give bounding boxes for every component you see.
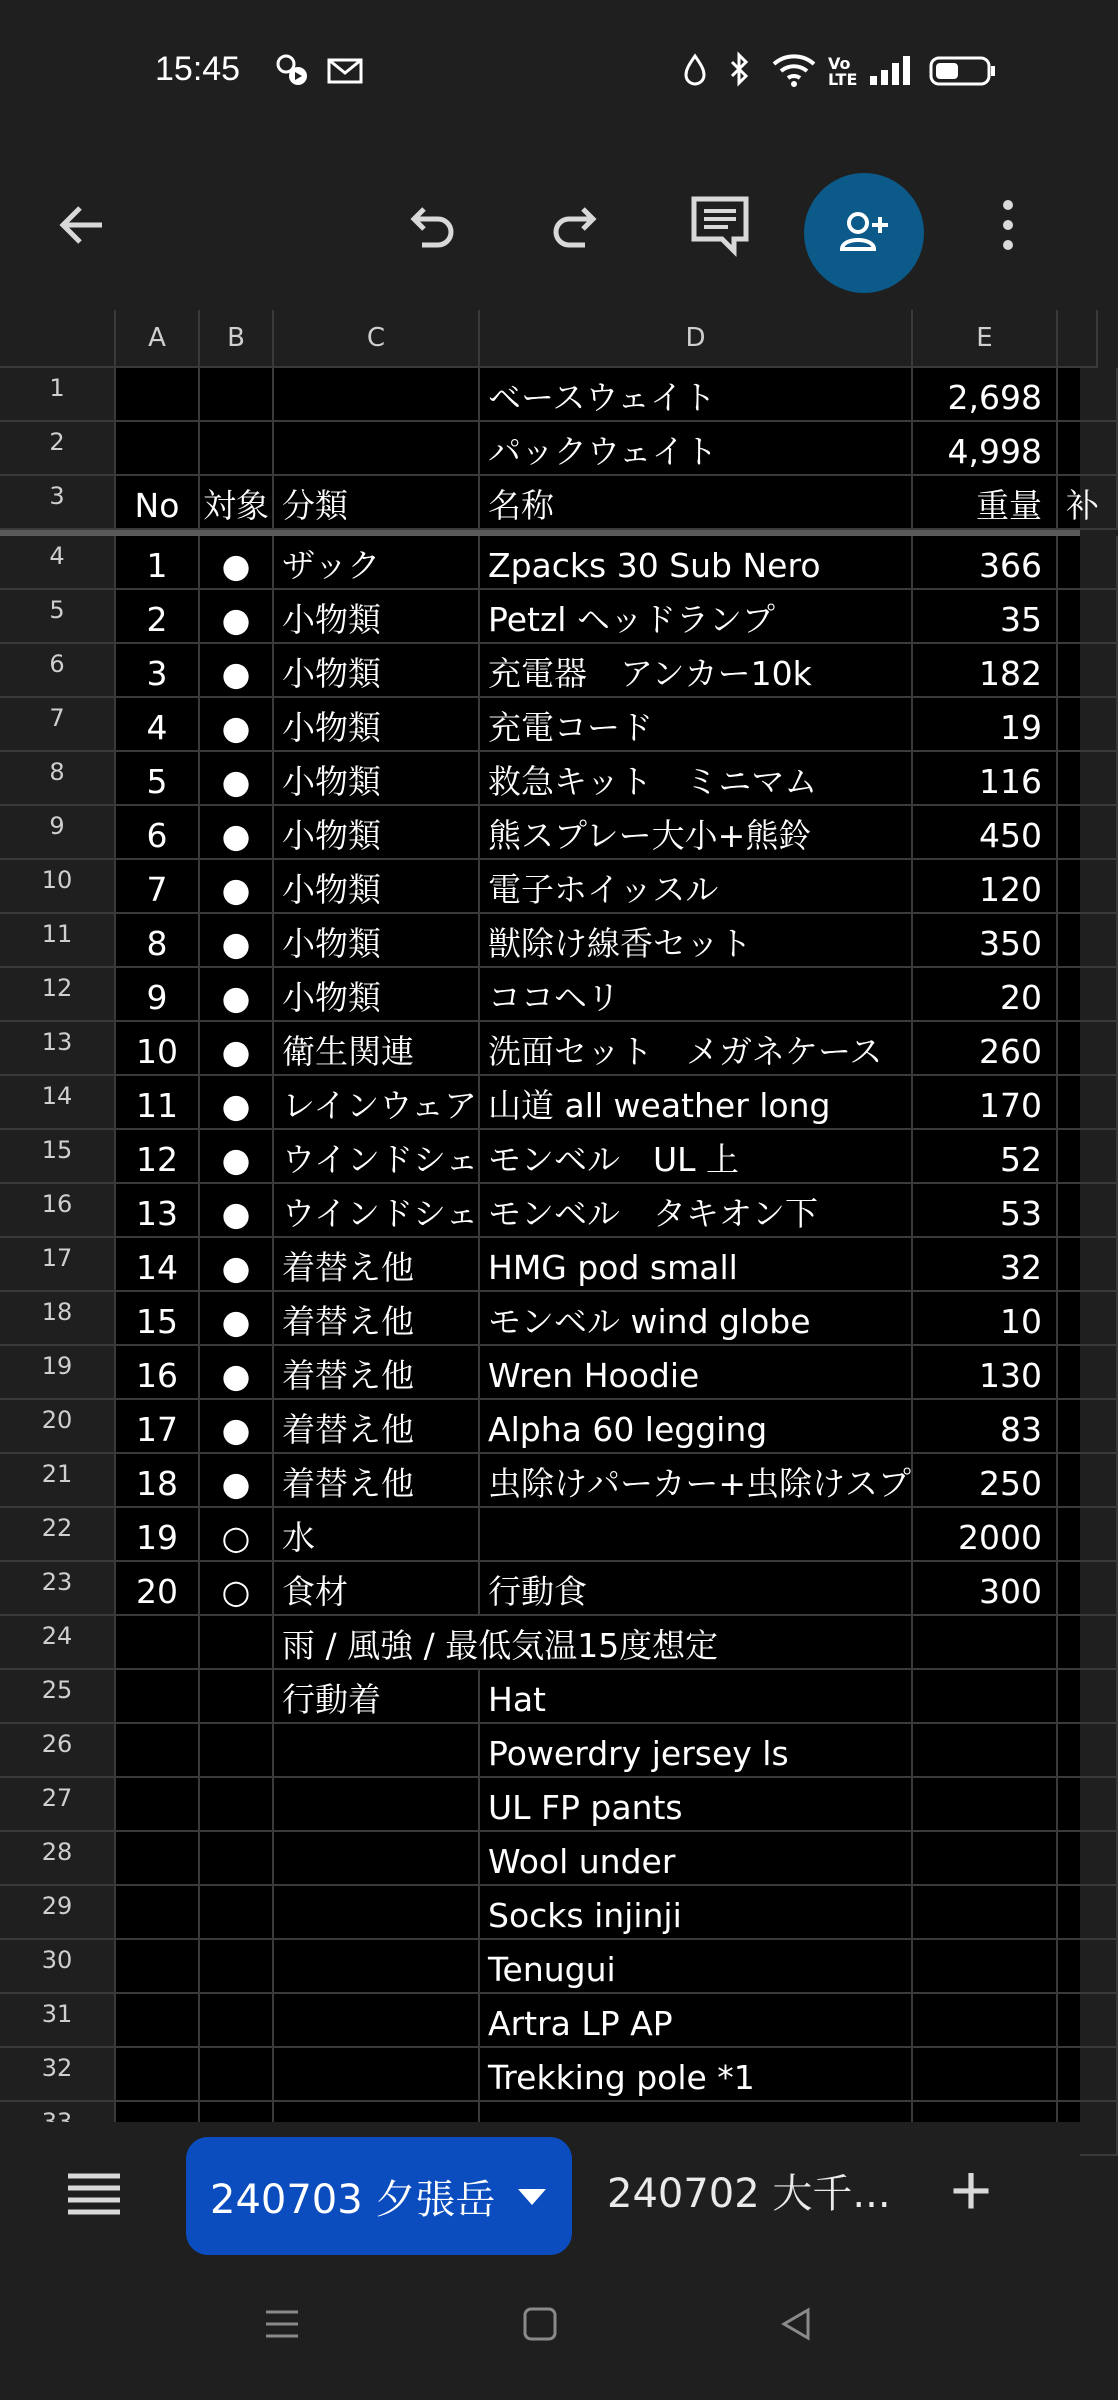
table-cell[interactable]: 52 — [913, 1130, 1058, 1184]
table-cell[interactable] — [913, 1616, 1058, 1670]
table-cell[interactable] — [1058, 1508, 1118, 1562]
header-cell[interactable]: 分類 — [274, 476, 480, 530]
table-cell[interactable]: ● — [200, 1292, 274, 1346]
sheet-list-icon — [62, 2166, 126, 2222]
table-cell[interactable] — [913, 1778, 1058, 1832]
table-cell[interactable]: モンベル UL 上 — [480, 1130, 913, 1184]
table-cell[interactable] — [1058, 698, 1118, 752]
row-header[interactable]: 12 — [0, 968, 116, 1022]
table-cell[interactable] — [116, 368, 200, 422]
table-cell[interactable]: ● — [200, 1130, 274, 1184]
redo-button[interactable] — [535, 185, 615, 265]
table-cell[interactable] — [1058, 590, 1118, 644]
row-header[interactable]: 22 — [0, 1508, 116, 1562]
row-header[interactable]: 27 — [0, 1778, 116, 1832]
table-cell[interactable] — [1058, 1400, 1118, 1454]
table-cell[interactable] — [116, 2048, 200, 2102]
row-header[interactable]: 3 — [0, 476, 116, 530]
table-cell[interactable] — [1058, 752, 1118, 806]
row-header[interactable]: 21 — [0, 1454, 116, 1508]
row-header[interactable]: 10 — [0, 860, 116, 914]
table-cell[interactable]: 32 — [913, 1238, 1058, 1292]
header-cell[interactable]: 重量 — [913, 476, 1058, 530]
table-cell[interactable]: ● — [200, 1076, 274, 1130]
table-cell[interactable]: ○ — [200, 1508, 274, 1562]
row-header[interactable]: 8 — [0, 752, 116, 806]
table-cell[interactable]: ● — [200, 1022, 274, 1076]
table-cell[interactable]: 電子ホイッスル — [480, 860, 913, 914]
table-cell[interactable]: 4 — [116, 698, 200, 752]
row-header[interactable]: 16 — [0, 1184, 116, 1238]
table-cell[interactable] — [274, 422, 480, 476]
table-cell[interactable]: 充電器 アンカー10k — [480, 644, 913, 698]
table-cell[interactable]: 洗面セット メガネケース — [480, 1022, 913, 1076]
table-cell[interactable]: 4,998 — [913, 422, 1058, 476]
table-cell[interactable]: 116 — [913, 752, 1058, 806]
column-header-a[interactable]: A — [116, 310, 200, 368]
table-cell[interactable]: 2 — [116, 590, 200, 644]
table-cell[interactable]: 20 — [116, 1562, 200, 1616]
table-cell[interactable]: 17 — [116, 1400, 200, 1454]
table-cell[interactable]: ベースウェイト — [480, 368, 913, 422]
table-cell[interactable]: Trekking pole *1 — [480, 2048, 913, 2102]
table-cell[interactable]: 450 — [913, 806, 1058, 860]
table-cell[interactable]: 250 — [913, 1454, 1058, 1508]
table-cell[interactable]: 53 — [913, 1184, 1058, 1238]
column-header-e[interactable]: E — [913, 310, 1058, 368]
data-saver-icon — [680, 50, 710, 101]
more-options-button[interactable] — [968, 185, 1048, 265]
table-cell[interactable] — [200, 1724, 274, 1778]
table-cell[interactable] — [200, 2048, 274, 2102]
table-cell[interactable] — [1058, 1832, 1118, 1886]
table-cell[interactable]: 182 — [913, 644, 1058, 698]
table-cell[interactable]: 12 — [116, 1130, 200, 1184]
table-cell[interactable] — [274, 368, 480, 422]
table-cell[interactable]: 着替え他 — [274, 1238, 480, 1292]
table-cell[interactable]: 15 — [116, 1292, 200, 1346]
table-cell[interactable]: 170 — [913, 1076, 1058, 1130]
signal-icon — [868, 50, 914, 101]
table-cell[interactable] — [480, 1508, 913, 1562]
table-cell[interactable]: UL FP pants — [480, 1778, 913, 1832]
table-cell[interactable] — [116, 1670, 200, 1724]
undo-button[interactable] — [392, 185, 472, 265]
table-cell[interactable] — [1058, 1346, 1118, 1400]
table-cell[interactable]: 雨 / 風強 / 最低気温15度想定 — [274, 1616, 480, 1670]
table-cell[interactable]: 20 — [913, 968, 1058, 1022]
table-cell[interactable]: Alpha 60 legging — [480, 1400, 913, 1454]
table-cell[interactable]: 救急キット ミニマム — [480, 752, 913, 806]
table-cell[interactable]: 300 — [913, 1562, 1058, 1616]
share-person-add-icon — [836, 205, 892, 261]
row-header[interactable]: 29 — [0, 1886, 116, 1940]
table-cell[interactable] — [200, 1832, 274, 1886]
table-cell[interactable]: Artra LP AP — [480, 1994, 913, 2048]
wifi-icon — [770, 50, 818, 101]
row-header[interactable]: 24 — [0, 1616, 116, 1670]
table-cell[interactable]: 83 — [913, 1400, 1058, 1454]
table-cell[interactable]: Socks injinji — [480, 1886, 913, 1940]
header-cell[interactable]: 名称 — [480, 476, 913, 530]
table-cell[interactable]: 充電コード — [480, 698, 913, 752]
table-cell[interactable] — [913, 1886, 1058, 1940]
table-cell[interactable] — [116, 1832, 200, 1886]
table-cell[interactable] — [1058, 1940, 1118, 1994]
table-cell[interactable] — [200, 368, 274, 422]
table-cell[interactable]: ○ — [200, 1562, 274, 1616]
table-cell[interactable] — [274, 1940, 480, 1994]
dropdown-triangle-icon[interactable] — [512, 2181, 552, 2211]
column-header-b[interactable]: B — [200, 310, 274, 368]
table-cell[interactable]: ● — [200, 590, 274, 644]
undo-icon — [402, 197, 462, 253]
row-header[interactable]: 11 — [0, 914, 116, 968]
comment-icon — [688, 193, 752, 257]
column-header-c[interactable]: C — [274, 310, 480, 368]
table-cell[interactable]: モンベル タキオン下 — [480, 1184, 913, 1238]
table-cell[interactable]: 着替え他 — [274, 1292, 480, 1346]
table-cell[interactable] — [913, 1940, 1058, 1994]
table-cell[interactable]: Powerdry jersey ls — [480, 1724, 913, 1778]
table-cell[interactable] — [1058, 1778, 1118, 1832]
table-cell[interactable]: 衛生関連 — [274, 1022, 480, 1076]
table-cell[interactable] — [274, 1724, 480, 1778]
table-cell[interactable]: ● — [200, 1184, 274, 1238]
table-cell[interactable] — [1058, 860, 1118, 914]
table-cell[interactable] — [1058, 644, 1118, 698]
row-header[interactable]: 20 — [0, 1400, 116, 1454]
table-cell[interactable] — [1058, 1670, 1118, 1724]
status-bar — [0, 0, 1080, 140]
row-header[interactable]: 28 — [0, 1832, 116, 1886]
notification-icon — [272, 50, 312, 101]
row-header[interactable]: 32 — [0, 2048, 116, 2102]
table-cell[interactable] — [1058, 1724, 1118, 1778]
table-cell[interactable] — [200, 1886, 274, 1940]
table-cell[interactable] — [913, 1670, 1058, 1724]
header-cell[interactable]: No — [116, 476, 200, 530]
table-cell[interactable] — [116, 422, 200, 476]
status-time: 15:45 — [155, 50, 241, 88]
table-cell[interactable]: ● — [200, 1346, 274, 1400]
redo-icon — [545, 197, 605, 253]
row-header[interactable]: 18 — [0, 1292, 116, 1346]
table-cell[interactable] — [1058, 1454, 1118, 1508]
table-cell[interactable]: 小物類 — [274, 752, 480, 806]
table-cell[interactable]: ● — [200, 860, 274, 914]
table-cell[interactable]: 19 — [116, 1508, 200, 1562]
table-cell[interactable]: 虫除けパーカー+虫除けスプ — [480, 1454, 913, 1508]
freeze-divider[interactable] — [0, 530, 1080, 536]
header-cell[interactable]: 补 — [1058, 476, 1118, 530]
table-cell[interactable]: ザック — [274, 536, 480, 590]
sheet-tab-bar — [0, 2122, 1080, 2400]
table-cell[interactable]: 14 — [116, 1238, 200, 1292]
table-cell[interactable]: 5 — [116, 752, 200, 806]
table-cell[interactable]: 120 — [913, 860, 1058, 914]
row-header[interactable]: 14 — [0, 1076, 116, 1130]
spreadsheet-grid[interactable] — [0, 310, 1099, 2122]
table-cell[interactable]: ● — [200, 1400, 274, 1454]
table-cell[interactable]: 小物類 — [274, 914, 480, 968]
back-nav-icon[interactable] — [776, 2304, 816, 2348]
table-cell[interactable]: 10 — [116, 1022, 200, 1076]
comment-button[interactable] — [680, 185, 760, 265]
back-button[interactable] — [42, 185, 122, 265]
back-arrow-icon — [54, 197, 110, 253]
table-cell[interactable]: 行動食 — [480, 1562, 913, 1616]
table-cell[interactable]: 10 — [913, 1292, 1058, 1346]
share-button[interactable] — [804, 173, 924, 293]
table-cell[interactable]: Hat — [480, 1670, 913, 1724]
table-cell[interactable]: Tenugui — [480, 1940, 913, 1994]
table-cell[interactable]: ● — [200, 914, 274, 968]
table-cell[interactable]: ココヘリ — [480, 968, 913, 1022]
table-cell[interactable] — [274, 2048, 480, 2102]
table-cell[interactable]: ● — [200, 536, 274, 590]
header-cell[interactable]: 対象 — [200, 476, 274, 530]
table-cell[interactable] — [1058, 536, 1118, 590]
table-cell[interactable]: 3 — [116, 644, 200, 698]
sheet-tab-other-label: 240702 大千... — [607, 2171, 891, 2217]
table-cell[interactable] — [1058, 1076, 1118, 1130]
row-header[interactable]: 17 — [0, 1238, 116, 1292]
table-cell[interactable]: 熊スプレー大小+熊鈴 — [480, 806, 913, 860]
table-cell[interactable]: ● — [200, 698, 274, 752]
table-cell[interactable]: 小物類 — [274, 698, 480, 752]
table-cell[interactable] — [116, 1994, 200, 2048]
table-cell[interactable]: 13 — [116, 1184, 200, 1238]
table-cell[interactable] — [274, 1832, 480, 1886]
table-cell[interactable]: 小物類 — [274, 644, 480, 698]
table-cell[interactable] — [1058, 368, 1118, 422]
table-cell[interactable]: ● — [200, 968, 274, 1022]
bluetooth-icon — [724, 50, 754, 101]
table-cell[interactable] — [116, 1940, 200, 1994]
column-header-d[interactable]: D — [480, 310, 913, 368]
row-header[interactable]: 31 — [0, 1994, 116, 2048]
column-header-f[interactable] — [1058, 310, 1098, 368]
table-cell[interactable]: モンベル wind globe — [480, 1292, 913, 1346]
table-cell[interactable]: 2000 — [913, 1508, 1058, 1562]
table-cell[interactable]: 2,698 — [913, 368, 1058, 422]
table-cell[interactable] — [1058, 2048, 1118, 2102]
table-cell[interactable]: パックウェイト — [480, 422, 913, 476]
table-cell[interactable] — [1058, 422, 1118, 476]
row-header[interactable]: 25 — [0, 1670, 116, 1724]
home-nav-icon[interactable] — [520, 2304, 560, 2348]
table-cell[interactable]: ウインドシェ — [274, 1184, 480, 1238]
table-cell[interactable]: 7 — [116, 860, 200, 914]
row-header[interactable]: 4 — [0, 536, 116, 590]
table-cell[interactable]: 小物類 — [274, 806, 480, 860]
row-header[interactable]: 15 — [0, 1130, 116, 1184]
volte-icon: Vo LTE — [828, 54, 858, 89]
table-cell[interactable]: 8 — [116, 914, 200, 968]
table-cell[interactable] — [116, 1616, 200, 1670]
table-cell[interactable]: 水 — [274, 1508, 480, 1562]
sheet-tab-active[interactable] — [186, 2137, 572, 2255]
row-header[interactable]: 1 — [0, 368, 116, 422]
table-cell[interactable] — [116, 1778, 200, 1832]
table-cell[interactable] — [913, 1724, 1058, 1778]
table-cell[interactable]: 小物類 — [274, 590, 480, 644]
table-cell[interactable]: 着替え他 — [274, 1400, 480, 1454]
row-header[interactable]: 26 — [0, 1724, 116, 1778]
table-cell[interactable] — [1058, 1184, 1118, 1238]
table-cell[interactable]: 小物類 — [274, 968, 480, 1022]
table-cell[interactable]: 35 — [913, 590, 1058, 644]
table-cell[interactable] — [913, 1994, 1058, 2048]
table-cell[interactable] — [274, 1886, 480, 1940]
table-cell[interactable]: 9 — [116, 968, 200, 1022]
table-cell[interactable] — [116, 1886, 200, 1940]
table-cell[interactable]: 260 — [913, 1022, 1058, 1076]
table-cell[interactable]: HMG pod small — [480, 1238, 913, 1292]
table-cell[interactable] — [200, 1940, 274, 1994]
table-cell[interactable]: 366 — [913, 536, 1058, 590]
table-cell[interactable] — [200, 1616, 274, 1670]
table-cell[interactable]: 食材 — [274, 1562, 480, 1616]
table-cell[interactable] — [913, 2048, 1058, 2102]
table-cell[interactable] — [200, 422, 274, 476]
sheet-tab-other[interactable] — [607, 2162, 891, 2219]
table-cell[interactable] — [913, 1832, 1058, 1886]
row-header[interactable]: 6 — [0, 644, 116, 698]
table-cell[interactable] — [1058, 1886, 1118, 1940]
row-header[interactable]: 19 — [0, 1346, 116, 1400]
table-cell[interactable] — [116, 1724, 200, 1778]
table-cell[interactable]: 小物類 — [274, 860, 480, 914]
table-cell[interactable]: 18 — [116, 1454, 200, 1508]
table-cell[interactable]: 11 — [116, 1076, 200, 1130]
row-header[interactable]: 2 — [0, 422, 116, 476]
all-sheets-button[interactable] — [62, 2166, 126, 2226]
table-cell[interactable] — [200, 1670, 274, 1724]
table-cell[interactable] — [1058, 1292, 1118, 1346]
row-header[interactable]: 13 — [0, 1022, 116, 1076]
table-cell[interactable]: ウインドシェ — [274, 1130, 480, 1184]
table-cell[interactable] — [200, 1778, 274, 1832]
table-cell[interactable]: ● — [200, 1238, 274, 1292]
table-cell[interactable] — [1058, 806, 1118, 860]
toolbar — [0, 140, 1080, 310]
table-cell[interactable]: ● — [200, 644, 274, 698]
table-cell[interactable] — [1058, 1130, 1118, 1184]
table-cell[interactable]: ● — [200, 752, 274, 806]
row-header[interactable]: 5 — [0, 590, 116, 644]
table-cell[interactable] — [1058, 1562, 1118, 1616]
table-cell[interactable]: ● — [200, 806, 274, 860]
table-cell[interactable] — [200, 1994, 274, 2048]
add-sheet-button[interactable]: + — [950, 2151, 993, 2231]
row-header[interactable]: 30 — [0, 1940, 116, 1994]
table-cell[interactable]: 山道 all weather long — [480, 1076, 913, 1130]
table-cell[interactable]: 19 — [913, 698, 1058, 752]
table-cell[interactable] — [274, 1994, 480, 2048]
table-cell[interactable]: Wool under — [480, 1832, 913, 1886]
more-vert-icon — [998, 197, 1018, 253]
table-cell[interactable] — [1058, 968, 1118, 1022]
table-cell[interactable]: 16 — [116, 1346, 200, 1400]
table-cell[interactable] — [1058, 1994, 1118, 2048]
select-all-corner[interactable] — [0, 310, 116, 368]
row-header[interactable]: 7 — [0, 698, 116, 752]
table-cell[interactable] — [1058, 1022, 1118, 1076]
table-cell[interactable]: 行動着 — [274, 1670, 480, 1724]
table-cell[interactable]: 獣除け線香セット — [480, 914, 913, 968]
table-cell[interactable]: Petzl ヘッドランプ — [480, 590, 913, 644]
mail-icon — [326, 50, 364, 101]
row-header[interactable]: 23 — [0, 1562, 116, 1616]
table-cell[interactable]: 着替え他 — [274, 1454, 480, 1508]
recents-nav-icon[interactable] — [262, 2304, 302, 2348]
table-cell[interactable] — [1058, 1616, 1118, 1670]
table-cell[interactable]: 1 — [116, 536, 200, 590]
table-cell[interactable]: 130 — [913, 1346, 1058, 1400]
table-cell[interactable]: Wren Hoodie — [480, 1346, 913, 1400]
table-cell[interactable]: 350 — [913, 914, 1058, 968]
table-cell[interactable] — [274, 1778, 480, 1832]
table-cell[interactable]: Zpacks 30 Sub Nero — [480, 536, 913, 590]
table-cell[interactable]: ● — [200, 1454, 274, 1508]
table-cell[interactable]: 6 — [116, 806, 200, 860]
table-cell[interactable] — [1058, 914, 1118, 968]
battery-icon — [928, 50, 998, 101]
table-cell[interactable]: 着替え他 — [274, 1346, 480, 1400]
table-cell[interactable] — [1058, 1238, 1118, 1292]
sheet-tab-active-label: 240703 夕張岳 — [210, 2176, 496, 2223]
table-cell[interactable]: レインウェア — [274, 1076, 480, 1130]
row-header[interactable]: 9 — [0, 806, 116, 860]
